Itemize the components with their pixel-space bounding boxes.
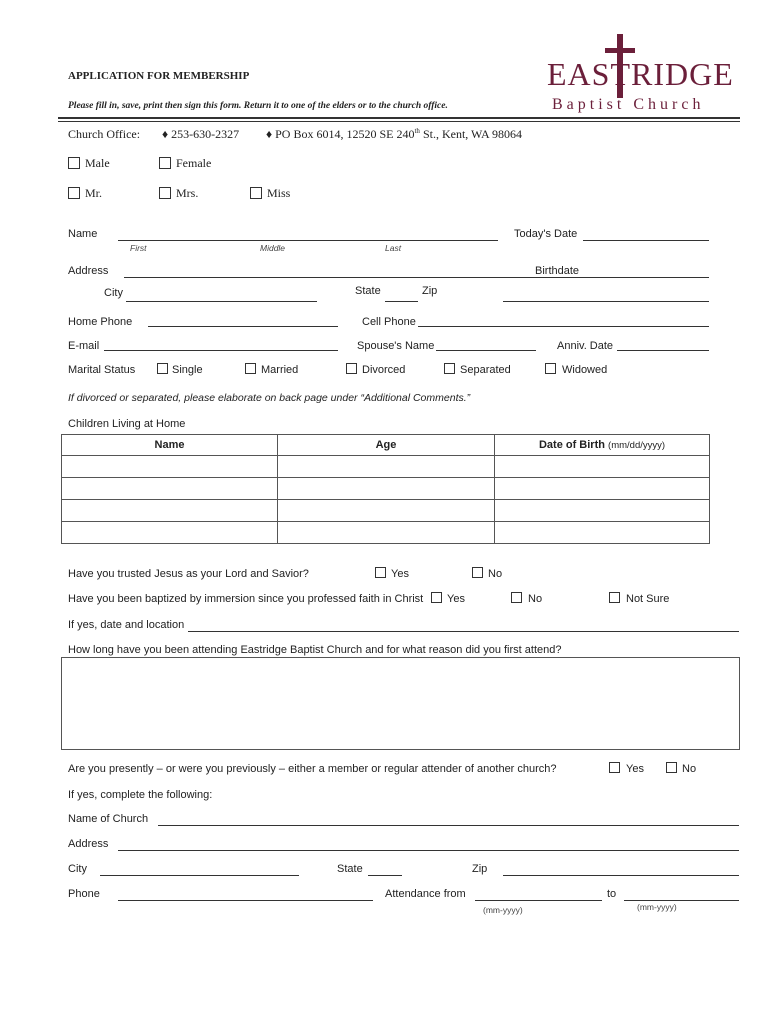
baptized-notsure-label: Not Sure	[626, 593, 670, 605]
col-dob-format: (mm/dd/yyyy)	[608, 440, 666, 451]
spouse-field[interactable]	[436, 350, 536, 351]
church-phone-label: Phone	[68, 888, 100, 900]
church-zip-field[interactable]	[503, 875, 739, 876]
col-dob-label: Date of Birth	[538, 439, 605, 451]
todays-date-label: Today's Date	[514, 228, 578, 240]
child-age-cell[interactable]	[278, 500, 495, 522]
single-checkbox[interactable]	[157, 363, 168, 374]
baptized-no-checkbox[interactable]	[511, 592, 522, 603]
birthdate-field[interactable]	[503, 301, 709, 302]
children-table	[61, 434, 710, 544]
married-checkbox[interactable]	[245, 363, 256, 374]
divorced-label: Divorced	[362, 364, 406, 376]
mr-checkbox[interactable]	[68, 187, 80, 199]
separated-checkbox[interactable]	[444, 363, 455, 374]
office-address	[266, 127, 522, 142]
trust-question: Have you trusted Jesus as your Lord and Savior?	[68, 568, 309, 580]
child-name-cell[interactable]	[62, 478, 278, 500]
other-church-yes-label: Yes	[626, 763, 644, 775]
address-field[interactable]	[124, 277, 709, 278]
office-phone: ♦ 253-630-2327	[162, 127, 240, 141]
baptized-yes-checkbox[interactable]	[431, 592, 442, 603]
child-dob-cell[interactable]	[495, 456, 710, 478]
marital-label: Marital Status	[68, 364, 136, 376]
baptized-yes-label: Yes	[447, 593, 465, 605]
cell-phone-field[interactable]	[418, 326, 709, 327]
miss-label: Miss	[267, 186, 291, 200]
children-label: Children Living at Home	[68, 418, 186, 430]
church-logo	[544, 30, 744, 120]
form-instruction: Please fill in, save, print then sign this form. Return it to one of the elders or to the church office.	[68, 101, 448, 111]
table-row	[62, 456, 710, 478]
male-label: Male	[85, 156, 110, 170]
logo-subtext: Baptist Church	[552, 96, 705, 113]
female-label: Female	[176, 156, 212, 170]
widowed-label: Widowed	[562, 364, 608, 376]
form-title: APPLICATION FOR MEMBERSHIP	[68, 70, 250, 82]
attendance-to-format: (mm-yyyy)	[637, 902, 677, 912]
church-name-label: Name of Church	[68, 813, 149, 825]
church-address-label: Address	[68, 838, 109, 850]
middle-hint: Middle	[260, 243, 286, 253]
col-age-header: Age	[278, 435, 495, 456]
attendance-from-label: Attendance from	[385, 888, 466, 900]
church-phone-field[interactable]	[118, 900, 373, 901]
anniv-label: Anniv. Date	[557, 340, 614, 352]
office-address-sup: th	[414, 127, 420, 135]
church-state-field[interactable]	[368, 875, 402, 876]
how-long-question: How long have you been attending Eastridge Baptist Church and for what reason did you first attend?	[68, 644, 562, 656]
baptized-notsure-checkbox[interactable]	[609, 592, 620, 603]
anniv-field[interactable]	[617, 350, 709, 351]
mrs-label: Mrs.	[176, 186, 199, 200]
logo-text: EASTRIDGE	[547, 56, 734, 92]
trust-yes-label: Yes	[391, 568, 409, 580]
table-row	[62, 500, 710, 522]
child-dob-cell[interactable]	[495, 478, 710, 500]
separated-label: Separated	[460, 364, 511, 376]
children-header-row	[62, 435, 710, 456]
other-church-no-label: No	[682, 763, 697, 775]
child-dob-cell[interactable]	[495, 500, 710, 522]
divorced-checkbox[interactable]	[346, 363, 357, 374]
if-yes-date-label: If yes, date and location	[68, 619, 185, 631]
attendance-to-field[interactable]	[624, 900, 739, 901]
zip-label: Zip	[422, 285, 438, 297]
trust-yes-checkbox[interactable]	[375, 567, 386, 578]
child-name-cell[interactable]	[62, 456, 278, 478]
female-checkbox[interactable]	[159, 157, 171, 169]
baptism-date-location-field[interactable]	[188, 631, 739, 632]
other-church-yes-checkbox[interactable]	[609, 762, 620, 773]
child-age-cell[interactable]	[278, 478, 495, 500]
name-field[interactable]	[118, 240, 498, 241]
child-age-cell[interactable]	[278, 522, 495, 544]
mr-label: Mr.	[85, 186, 103, 200]
miss-checkbox[interactable]	[250, 187, 262, 199]
cell-phone-label: Cell Phone	[362, 316, 416, 328]
married-label: Married	[261, 364, 299, 376]
child-age-cell[interactable]	[278, 456, 495, 478]
city-label: City	[104, 287, 123, 299]
home-phone-label: Home Phone	[68, 316, 133, 328]
email-label: E-mail	[68, 340, 100, 352]
other-church-no-checkbox[interactable]	[666, 762, 677, 773]
birthdate-label: Birthdate	[535, 265, 580, 277]
attendance-from-field[interactable]	[475, 900, 602, 901]
widowed-checkbox[interactable]	[545, 363, 556, 374]
divorce-note: If divorced or separated, please elaborate on back page under “Additional Comments.”	[68, 392, 471, 404]
how-long-textarea[interactable]	[61, 657, 740, 750]
male-checkbox[interactable]	[68, 157, 80, 169]
header-rule	[58, 117, 740, 119]
email-field[interactable]	[104, 350, 338, 351]
attendance-from-format: (mm-yyyy)	[483, 905, 523, 915]
child-dob-cell[interactable]	[495, 522, 710, 544]
church-zip-label: Zip	[472, 863, 488, 875]
col-name-header: Name	[62, 435, 278, 456]
state-label: State	[355, 285, 381, 297]
header-rule-thin	[58, 121, 740, 122]
if-yes-complete-label: If yes, complete the following:	[68, 789, 213, 801]
home-phone-field[interactable]	[148, 326, 338, 327]
address-label: Address	[68, 265, 109, 277]
single-label: Single	[172, 364, 203, 376]
church-city-field[interactable]	[100, 875, 299, 876]
baptized-question: Have you been baptized by immersion since you professed faith in Christ	[68, 593, 424, 605]
trust-no-label: No	[488, 568, 503, 580]
office-address-pre: ♦ PO Box 6014, 12520 SE 240	[266, 127, 415, 141]
child-name-cell[interactable]	[62, 522, 278, 544]
church-name-field[interactable]	[158, 825, 739, 826]
church-state-label: State	[337, 863, 363, 875]
attendance-to-label: to	[607, 888, 617, 900]
trust-no-checkbox[interactable]	[472, 567, 483, 578]
child-name-cell[interactable]	[62, 500, 278, 522]
church-city-label: City	[68, 863, 87, 875]
city-field[interactable]	[126, 301, 317, 302]
col-dob-header	[495, 435, 710, 456]
office-address-post: St., Kent, WA 98064	[419, 127, 523, 141]
name-label: Name	[68, 228, 98, 240]
spouse-label: Spouse's Name	[357, 340, 435, 352]
other-church-question: Are you presently – or were you previously – either a member or regular attender of another church?	[68, 763, 557, 775]
state-field[interactable]	[385, 301, 418, 302]
table-row	[62, 478, 710, 500]
church-address-field[interactable]	[118, 850, 739, 851]
table-row	[62, 522, 710, 544]
mrs-checkbox[interactable]	[159, 187, 171, 199]
first-hint: First	[130, 243, 147, 253]
baptized-no-label: No	[528, 593, 543, 605]
last-hint: Last	[385, 243, 402, 253]
todays-date-field[interactable]	[583, 240, 709, 241]
office-label: Church Office:	[68, 127, 141, 141]
